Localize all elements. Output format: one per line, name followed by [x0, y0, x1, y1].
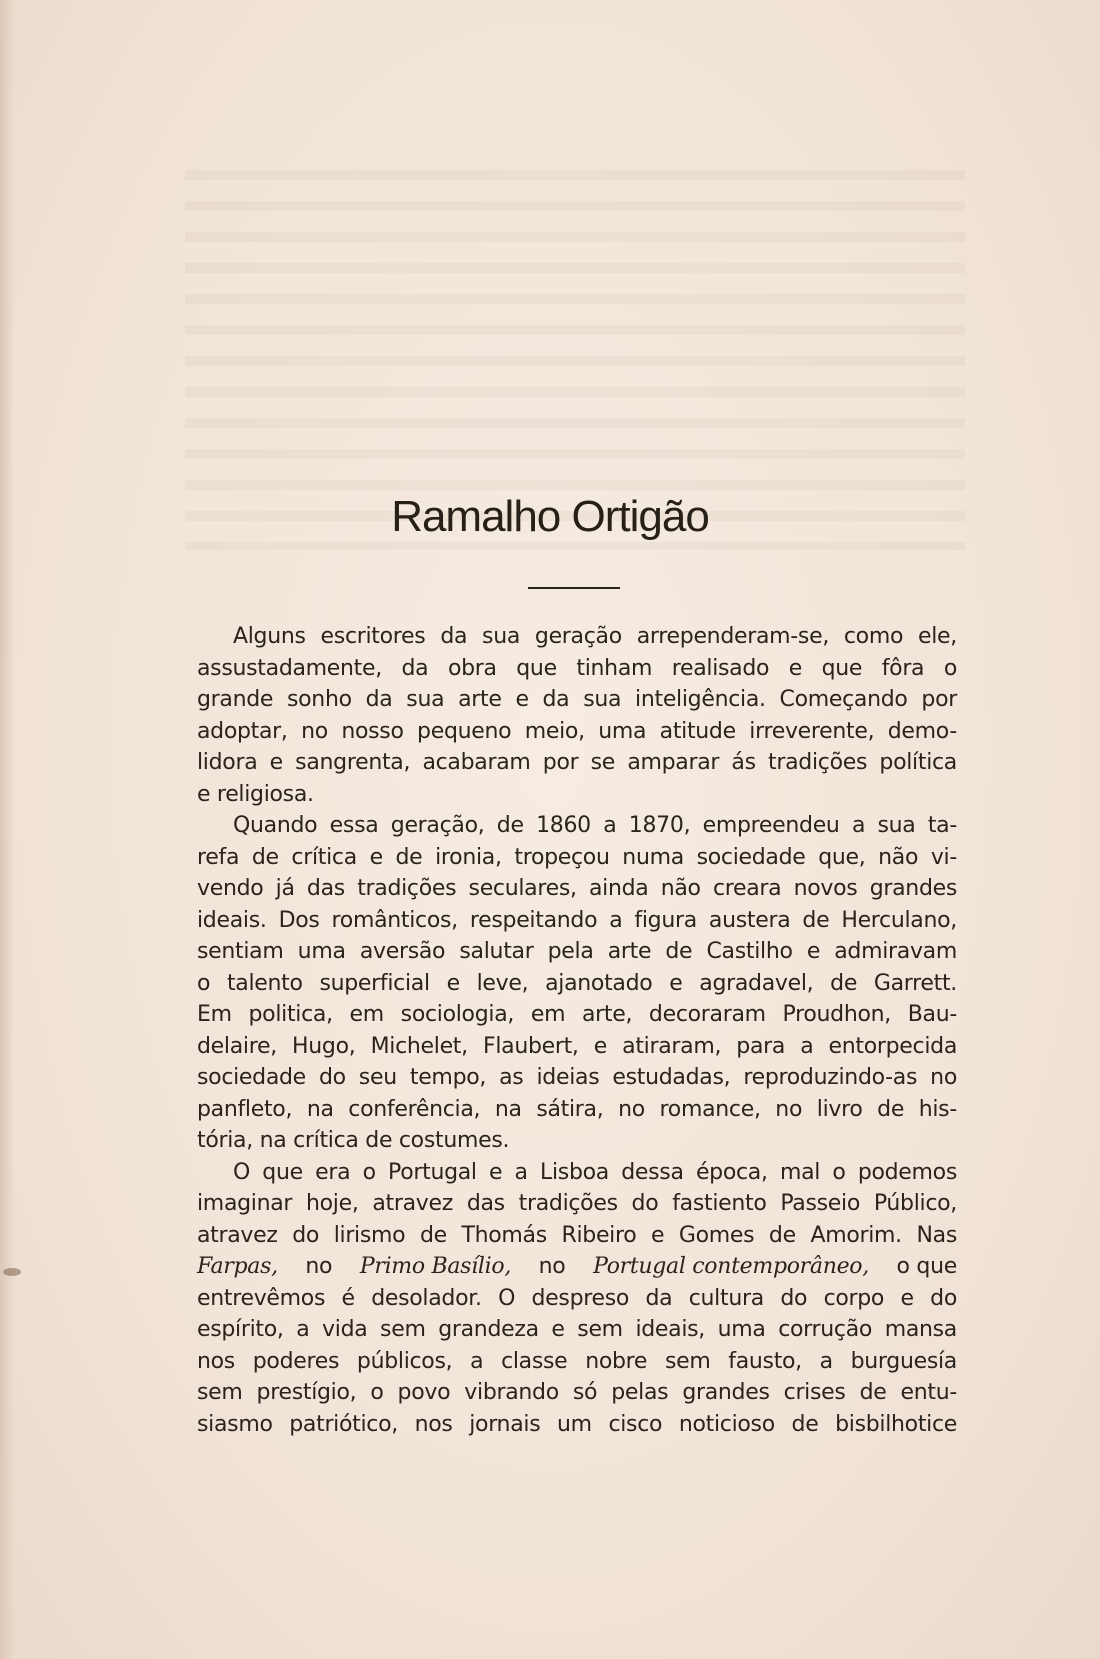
page-edge-shadow [0, 0, 14, 1659]
text-line-with-italics [197, 1251, 957, 1283]
text-line: O que era o Portugal e a Lisboa dessa época, mal o podemos [233, 1159, 957, 1185]
text-line: entrevêmos é desolador. O despreso da cultura do corpo e do [197, 1285, 957, 1311]
paragraph-1 [197, 621, 957, 810]
italic-title-primo-basilio: Primo Basílio, [359, 1254, 512, 1279]
paper-speck [3, 1268, 21, 1276]
text-line: sociedade do seu tempo, as ideias estudadas, reproduzindo-as no [197, 1065, 957, 1090]
title-rule [528, 587, 620, 589]
text-line: Alguns escritores da sua geração arrependeram-se, como ele, [233, 624, 957, 649]
text-fragment: o que [889, 1254, 957, 1279]
text-line: panfleto, na conferência, na sátira, no romance, no livro de his- [197, 1096, 957, 1122]
text-fragment: no [531, 1254, 573, 1279]
text-line: siasmo patriótico, nos jornais um cisco noticioso de bisbilhotice [197, 1411, 957, 1437]
text-line: espírito, a vida sem grandeza e sem ideais, uma corrução mansa [197, 1317, 957, 1342]
text-line: o talento superficial e leve, ajanotado e agradavel, de Garrett. [197, 970, 957, 996]
text-fragment: no [298, 1254, 339, 1279]
italic-title-portugal-contemporaneo: Portugal contemporâneo, [593, 1254, 869, 1279]
text-line: refa de crítica e de ironia, tropeçou numa sociedade que, não vi- [197, 844, 957, 870]
text-line: sem prestígio, o povo vibrando só pelas grandes crises de entu- [197, 1380, 957, 1405]
italic-title-farpas: Farpas, [197, 1254, 278, 1279]
text-line: adoptar, no nosso pequeno meio, uma atitude irreverente, demo- [197, 718, 957, 744]
text-line: assustadamente, da obra que tinham realisado e que fôra o [197, 655, 957, 681]
text-line: e religiosa. [197, 781, 314, 807]
text-line: Quando essa geração, de 1860 a 1870, empreendeu a sua ta- [233, 813, 957, 838]
chapter-title: Ramalho Ortigão [391, 492, 709, 541]
text-line: sentiam uma aversão salutar pela arte de Castilho e admiravam [197, 939, 957, 964]
text-line: grande sonho da sua arte e da sua inteligência. Começando por [197, 687, 957, 712]
text-line: Em politica, em sociologia, em arte, decoraram Proudhon, Bau- [197, 1002, 957, 1027]
text-line: vendo já das tradições seculares, ainda não creara novos grandes [197, 876, 957, 901]
text-line: atravez do lirismo de Thomás Ribeiro e Gomes de Amorim. Nas [197, 1222, 957, 1248]
text-line: tória, na crítica de costumes. [197, 1128, 510, 1153]
body-text [197, 621, 957, 1440]
paragraph-2 [197, 810, 957, 1157]
text-line: nos poderes públicos, a classe nobre sem fausto, a burguesía [197, 1348, 957, 1374]
text-line: delaire, Hugo, Michelet, Flaubert, e atiraram, para a entorpecida [197, 1033, 957, 1059]
text-line: lidora e sangrenta, acabaram por se amparar ás tradições política [197, 750, 957, 775]
paragraph-3 [197, 1157, 957, 1441]
text-line: imaginar hoje, atravez das tradições do fastiento Passeio Público, [197, 1191, 957, 1216]
text-line: ideais. Dos românticos, respeitando a figura austera de Herculano, [197, 907, 957, 933]
